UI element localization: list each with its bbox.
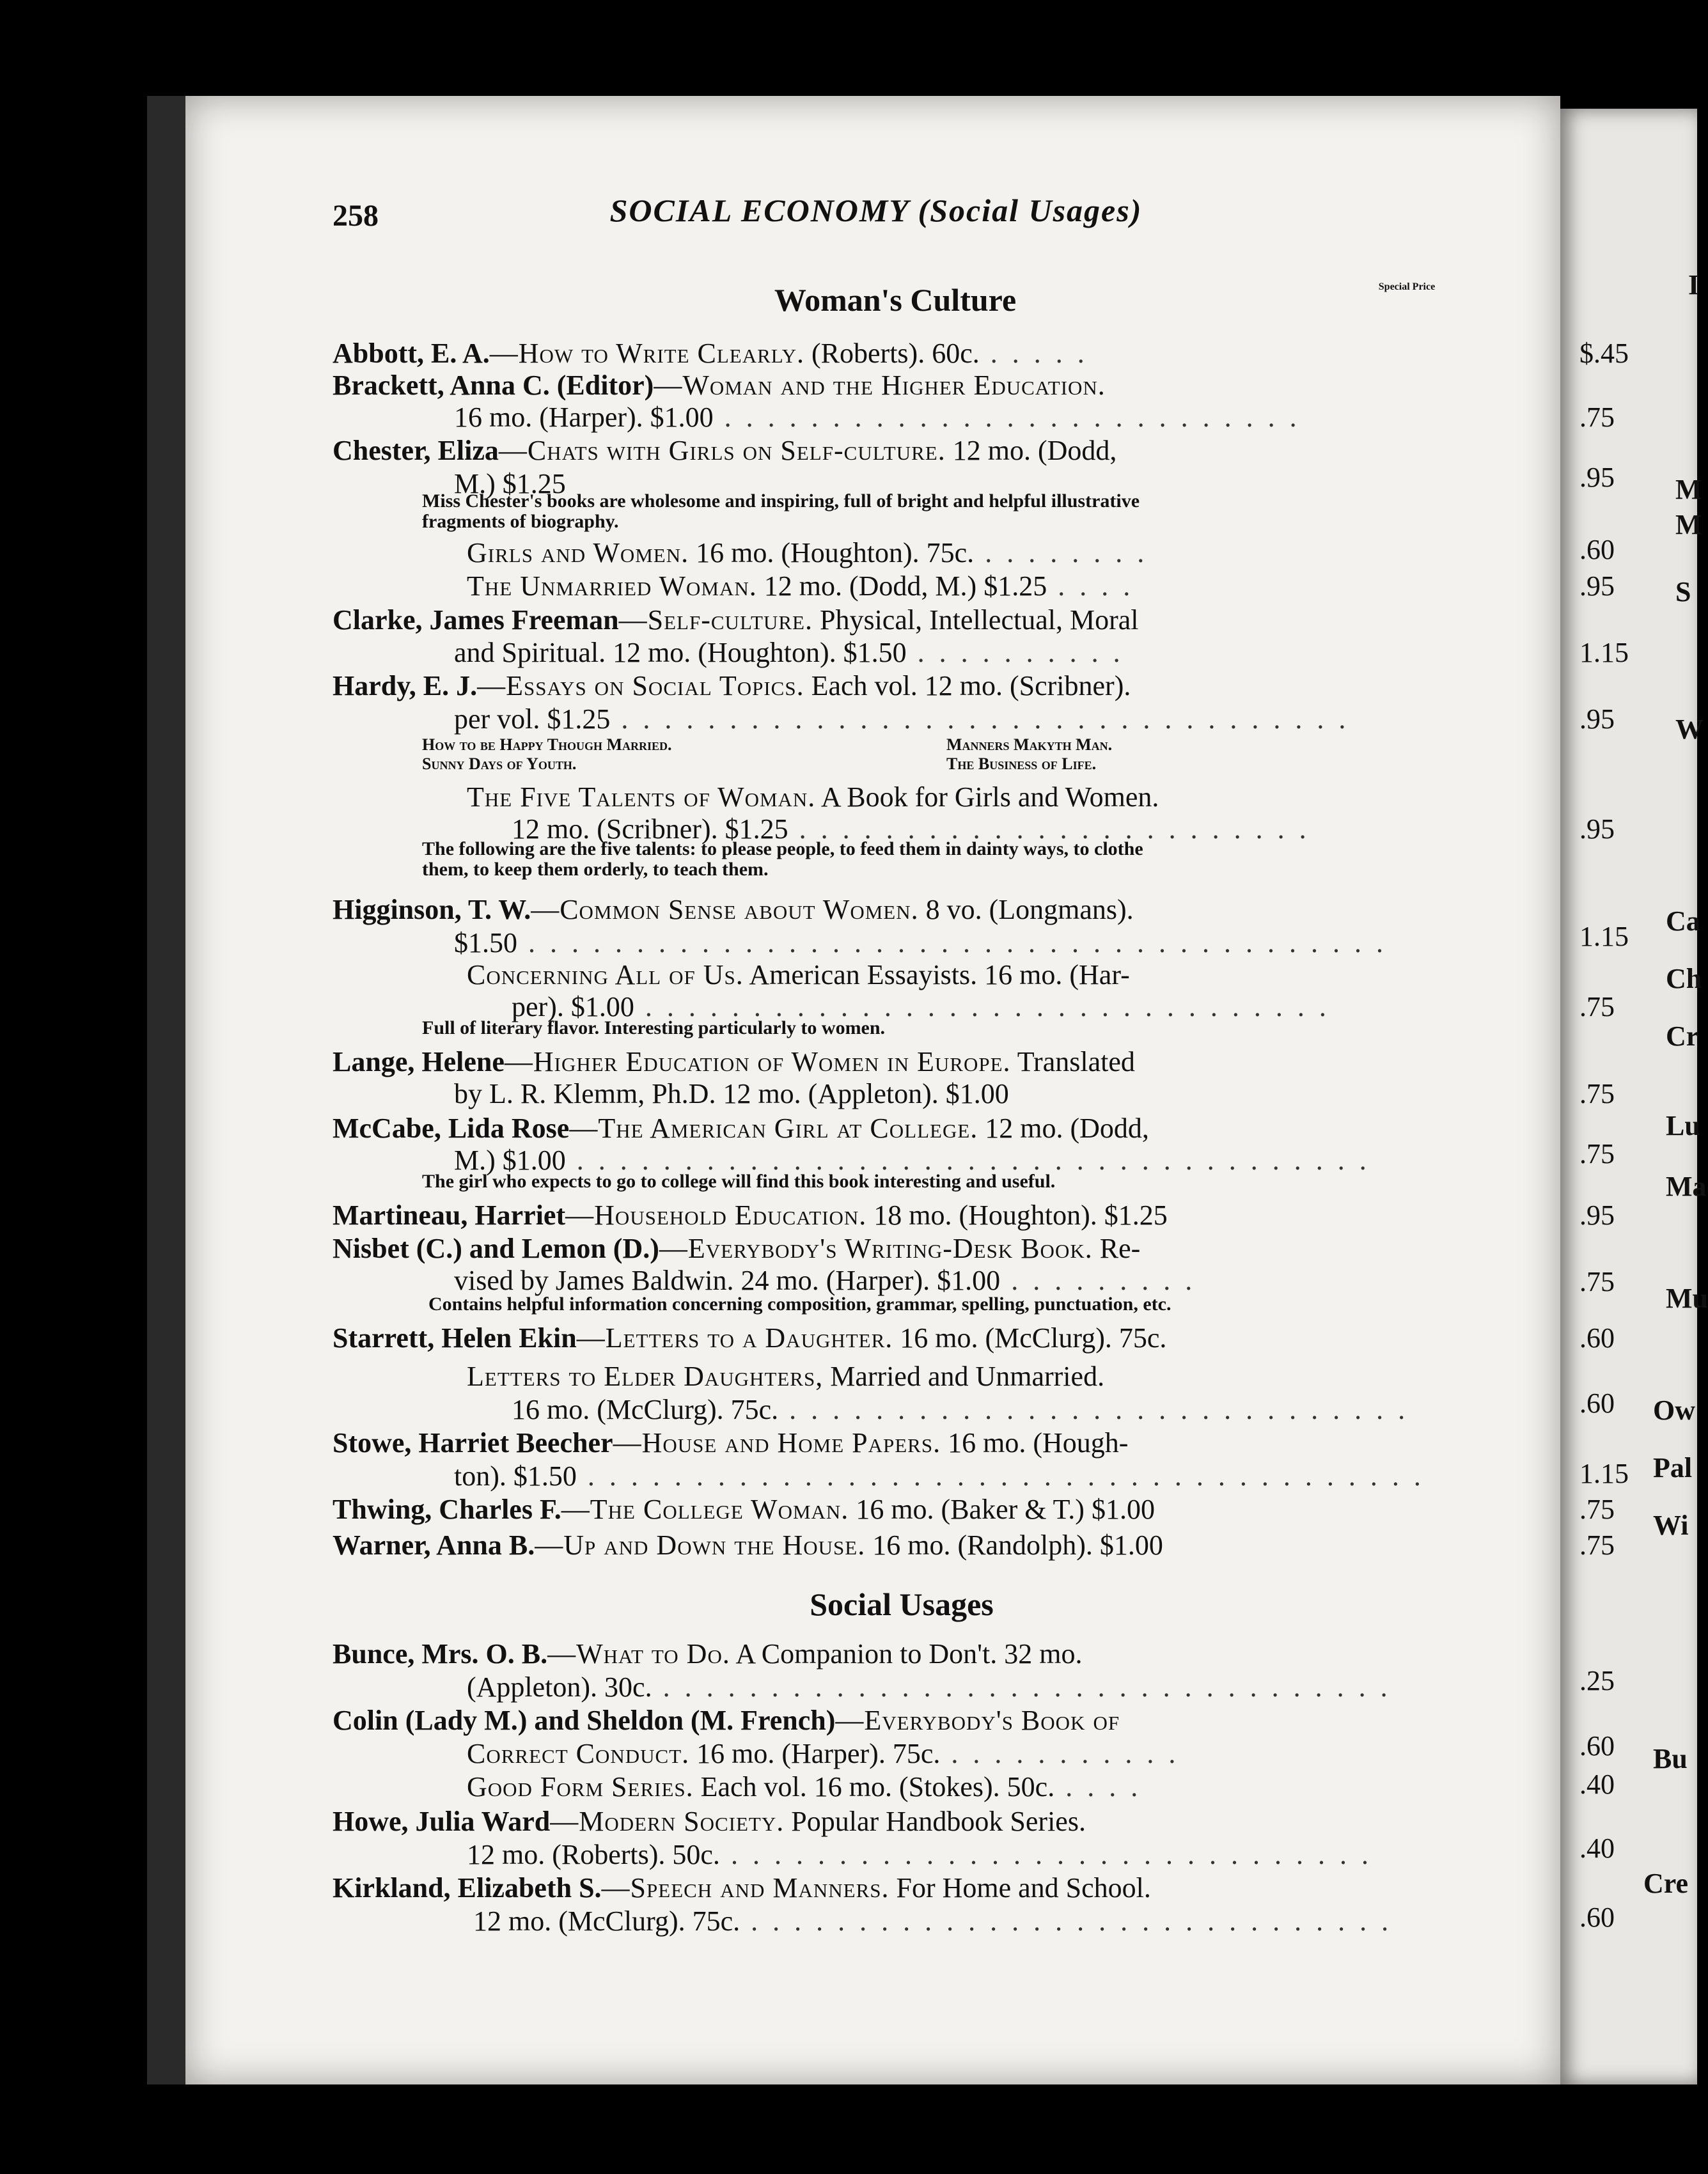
entry-continuation: 12 mo. (Roberts). 50c. . . . . . . . . . . . . . . . . . . . . . . . . . . . . . . <box>467 1839 1372 1870</box>
adjacent-letter: Bu <box>1653 1743 1688 1774</box>
entry-price: .95 <box>1579 1200 1615 1231</box>
series-title: How to be Happy Though Married. <box>422 735 672 754</box>
entry-continuation: 16 mo. (McClurg). 75c. . . . . . . . . . . . . . . . . . . . . . . . . . . . . . <box>512 1394 1409 1425</box>
entry-continuation: vised by James Baldwin. 24 mo. (Harper). $1.00 . . . . . . . . . <box>454 1265 1196 1296</box>
entry-price: .60 <box>1579 1388 1615 1419</box>
page-number: 258 <box>333 199 379 233</box>
section-title: Social Usages <box>810 1586 994 1622</box>
annotation: Contains helpful information concerning composition, grammar, spelling, punctuation, etc. <box>428 1294 1171 1315</box>
entry-price: .75 <box>1579 1494 1615 1525</box>
series-title: Manners Makyth Man. <box>946 735 1113 754</box>
entry: Brackett, Anna C. (Editor)—Woman and the Higher Education. <box>333 370 1106 401</box>
adjacent-letter: W <box>1675 714 1704 745</box>
adjacent-letter: S <box>1675 576 1691 607</box>
entry: Colin (Lady M.) and Sheldon (M. French)—Everybody's Book of <box>333 1705 1120 1736</box>
entry-price: .25 <box>1579 1665 1615 1696</box>
entry: Concerning All of Us. American Essayists. 16 mo. (Har- <box>467 959 1130 990</box>
annotation: them, to keep them orderly, to teach them. <box>422 859 769 880</box>
entry-price: .95 <box>1579 703 1615 735</box>
entry: Higginson, T. W.—Common Sense about Women. 8 vo. (Longmans). <box>333 894 1134 925</box>
entry: Starrett, Helen Ekin—Letters to a Daughter. 16 mo. (McClurg). 75c. <box>333 1322 1167 1354</box>
entry-continuation: 12 mo. (Scribner). $1.25 . . . . . . . . . . . . . . . . . . . . . . . . <box>512 813 1310 845</box>
entry-continuation: per). $1.00 . . . . . . . . . . . . . . . . . . . . . . . . . . . . . . . . <box>512 991 1330 1022</box>
adjacent-letter: Ch <box>1666 963 1702 994</box>
entry: Howe, Julia Ward—Modern Society. Popular Handbook Series. <box>333 1806 1086 1837</box>
entry-continuation: 16 mo. (Harper). $1.00 . . . . . . . . . . . . . . . . . . . . . . . . . . . <box>454 402 1301 433</box>
entry: Girls and Women. 16 mo. (Houghton). 75c. . . . . . . . . <box>467 537 1148 568</box>
entry-price: .75 <box>1579 1529 1615 1561</box>
series-title: Sunny Days of Youth. <box>422 755 577 773</box>
entry-continuation: 12 mo. (McClurg). 75c. . . . . . . . . . . . . . . . . . . . . . . . . . . . . . . <box>473 1905 1393 1937</box>
entry-continuation: M.) $1.00 . . . . . . . . . . . . . . . . . . . . . . . . . . . . . . . . . . . . . <box>454 1145 1370 1176</box>
adjacent-letter: Ma <box>1666 1171 1707 1202</box>
entry-price: .40 <box>1579 1833 1615 1864</box>
entry-continuation: by L. R. Klemm, Ph.D. 12 mo. (Appleton). $1.00 <box>454 1078 1009 1109</box>
entry-price: .75 <box>1579 1138 1615 1169</box>
running-head: SOCIAL ECONOMY (Social Usages) <box>609 192 1143 228</box>
adjacent-letter: Cr <box>1666 1021 1699 1052</box>
adjacent-letter: Ca <box>1666 905 1700 937</box>
annotation: The girl who expects to go to college will find this book interesting and useful. <box>422 1171 1056 1192</box>
entry-price: $.45 <box>1579 338 1629 369</box>
entry-continuation: ton). $1.50 . . . . . . . . . . . . . . . . . . . . . . . . . . . . . . . . . . . . . . . <box>454 1460 1425 1492</box>
entry: Thwing, Charles F.—The College Woman. 16 mo. (Baker & T.) $1.00 <box>333 1494 1155 1525</box>
entry-price: .60 <box>1579 1322 1615 1354</box>
entry-price: .75 <box>1579 1266 1615 1297</box>
adjacent-letter: Pal <box>1653 1452 1693 1483</box>
annotation: fragments of biography. <box>422 511 619 532</box>
page-header <box>333 192 1420 249</box>
entry-price: 1.15 <box>1579 637 1629 668</box>
adjacent-letter: Wi <box>1653 1510 1689 1541</box>
entry: Clarke, James Freeman—Self-culture. Physical, Intellectual, Moral <box>333 604 1139 636</box>
entry-continuation: $1.50 . . . . . . . . . . . . . . . . . . . . . . . . . . . . . . . . . . . . . . . . <box>454 927 1387 958</box>
entry: Hardy, E. J.—Essays on Social Topics. Each vol. 12 mo. (Scribner). <box>333 670 1131 701</box>
entry-price: .60 <box>1579 1730 1615 1762</box>
entry-price: .75 <box>1579 402 1615 433</box>
page-edge-shadow <box>147 96 185 2084</box>
entry: Chester, Eliza—Chats with Girls on Self-culture. 12 mo. (Dodd, <box>333 435 1117 466</box>
entry-price: .95 <box>1579 462 1615 493</box>
entry: Abbott, E. A.—How to Write Clearly. (Roberts). 60c. . . . . . <box>333 338 1088 369</box>
entry-price: .95 <box>1579 570 1615 602</box>
entry: Kirkland, Elizabeth S.—Speech and Manners. For Home and School. <box>333 1872 1151 1904</box>
entry-price: .40 <box>1579 1769 1615 1800</box>
adjacent-letter: Cre <box>1643 1868 1689 1899</box>
entry: The Unmarried Woman. 12 mo. (Dodd, M.) $1.25 . . . . <box>467 570 1134 602</box>
special-price-column-header: Special Price <box>1378 281 1436 292</box>
annotation: Miss Chester's books are wholesome and inspiring, full of bright and helpful illustrative <box>422 490 1140 512</box>
entry-continuation: M.) $1.25 <box>454 468 566 499</box>
entry-price: .75 <box>1579 1078 1615 1109</box>
entry: Nisbet (C.) and Lemon (D.)—Everybody's Writing-Desk Book. Re- <box>333 1233 1141 1264</box>
entry-price: .60 <box>1579 534 1615 565</box>
entry-continuation: (Appleton). 30c. . . . . . . . . . . . . . . . . . . . . . . . . . . . . . . . . . . <box>467 1671 1391 1703</box>
adjacent-letter: Ow <box>1653 1395 1695 1426</box>
annotation: The following are the five talents: to please people, to feed them in dainty ways, to clothe <box>422 838 1143 859</box>
adjacent-letter: M <box>1675 509 1702 540</box>
entry: Good Form Series. Each vol. 16 mo. (Stokes). 50c. . . . . <box>467 1771 1142 1803</box>
section-title: Woman's Culture <box>774 282 1017 318</box>
entry: Bunce, Mrs. O. B.—What to Do. A Companion to Don't. 32 mo. <box>333 1638 1083 1670</box>
entry-continuation: per vol. $1.25 . . . . . . . . . . . . . . . . . . . . . . . . . . . . . . . . . . <box>454 703 1350 735</box>
entry-price: 1.15 <box>1579 921 1629 952</box>
entry-continuation: and Spiritual. 12 mo. (Houghton). $1.50 . . . . . . . . . . <box>454 637 1124 668</box>
entry: The Five Talents of Woman. A Book for Girls and Women. <box>467 781 1159 813</box>
entry-continuation: Correct Conduct. 16 mo. (Harper). 75c. . . . . . . . . . . . <box>467 1738 1180 1769</box>
entry-price: 1.15 <box>1579 1458 1629 1489</box>
annotation: Full of literary flavor. Interesting particularly to women. <box>422 1017 886 1038</box>
adjacent-letter: Mu <box>1666 1283 1708 1314</box>
entry: Stowe, Harriet Beecher—House and Home Papers. 16 mo. (Hough- <box>333 1427 1129 1458</box>
adjacent-letter: Lu <box>1666 1110 1700 1141</box>
entry: McCabe, Lida Rose—The American Girl at College. 12 mo. (Dodd, <box>333 1113 1149 1144</box>
adjacent-letter: I <box>1688 269 1700 301</box>
entry-price: .75 <box>1579 991 1615 1022</box>
entry-price: .95 <box>1579 813 1615 845</box>
entry: Martineau, Harriet—Household Education. 18 mo. (Houghton). $1.25 <box>333 1200 1168 1231</box>
entry-price: .60 <box>1579 1902 1615 1933</box>
adjacent-letter: M <box>1675 474 1702 505</box>
entry: Letters to Elder Daughters, Married and Unmarried. <box>467 1361 1105 1392</box>
series-title: The Business of Life. <box>946 755 1097 773</box>
entry: Lange, Helene—Higher Education of Women in Europe. Translated <box>333 1046 1135 1077</box>
entry: Warner, Anna B.—Up and Down the House. 16 mo. (Randolph). $1.00 <box>333 1529 1163 1561</box>
